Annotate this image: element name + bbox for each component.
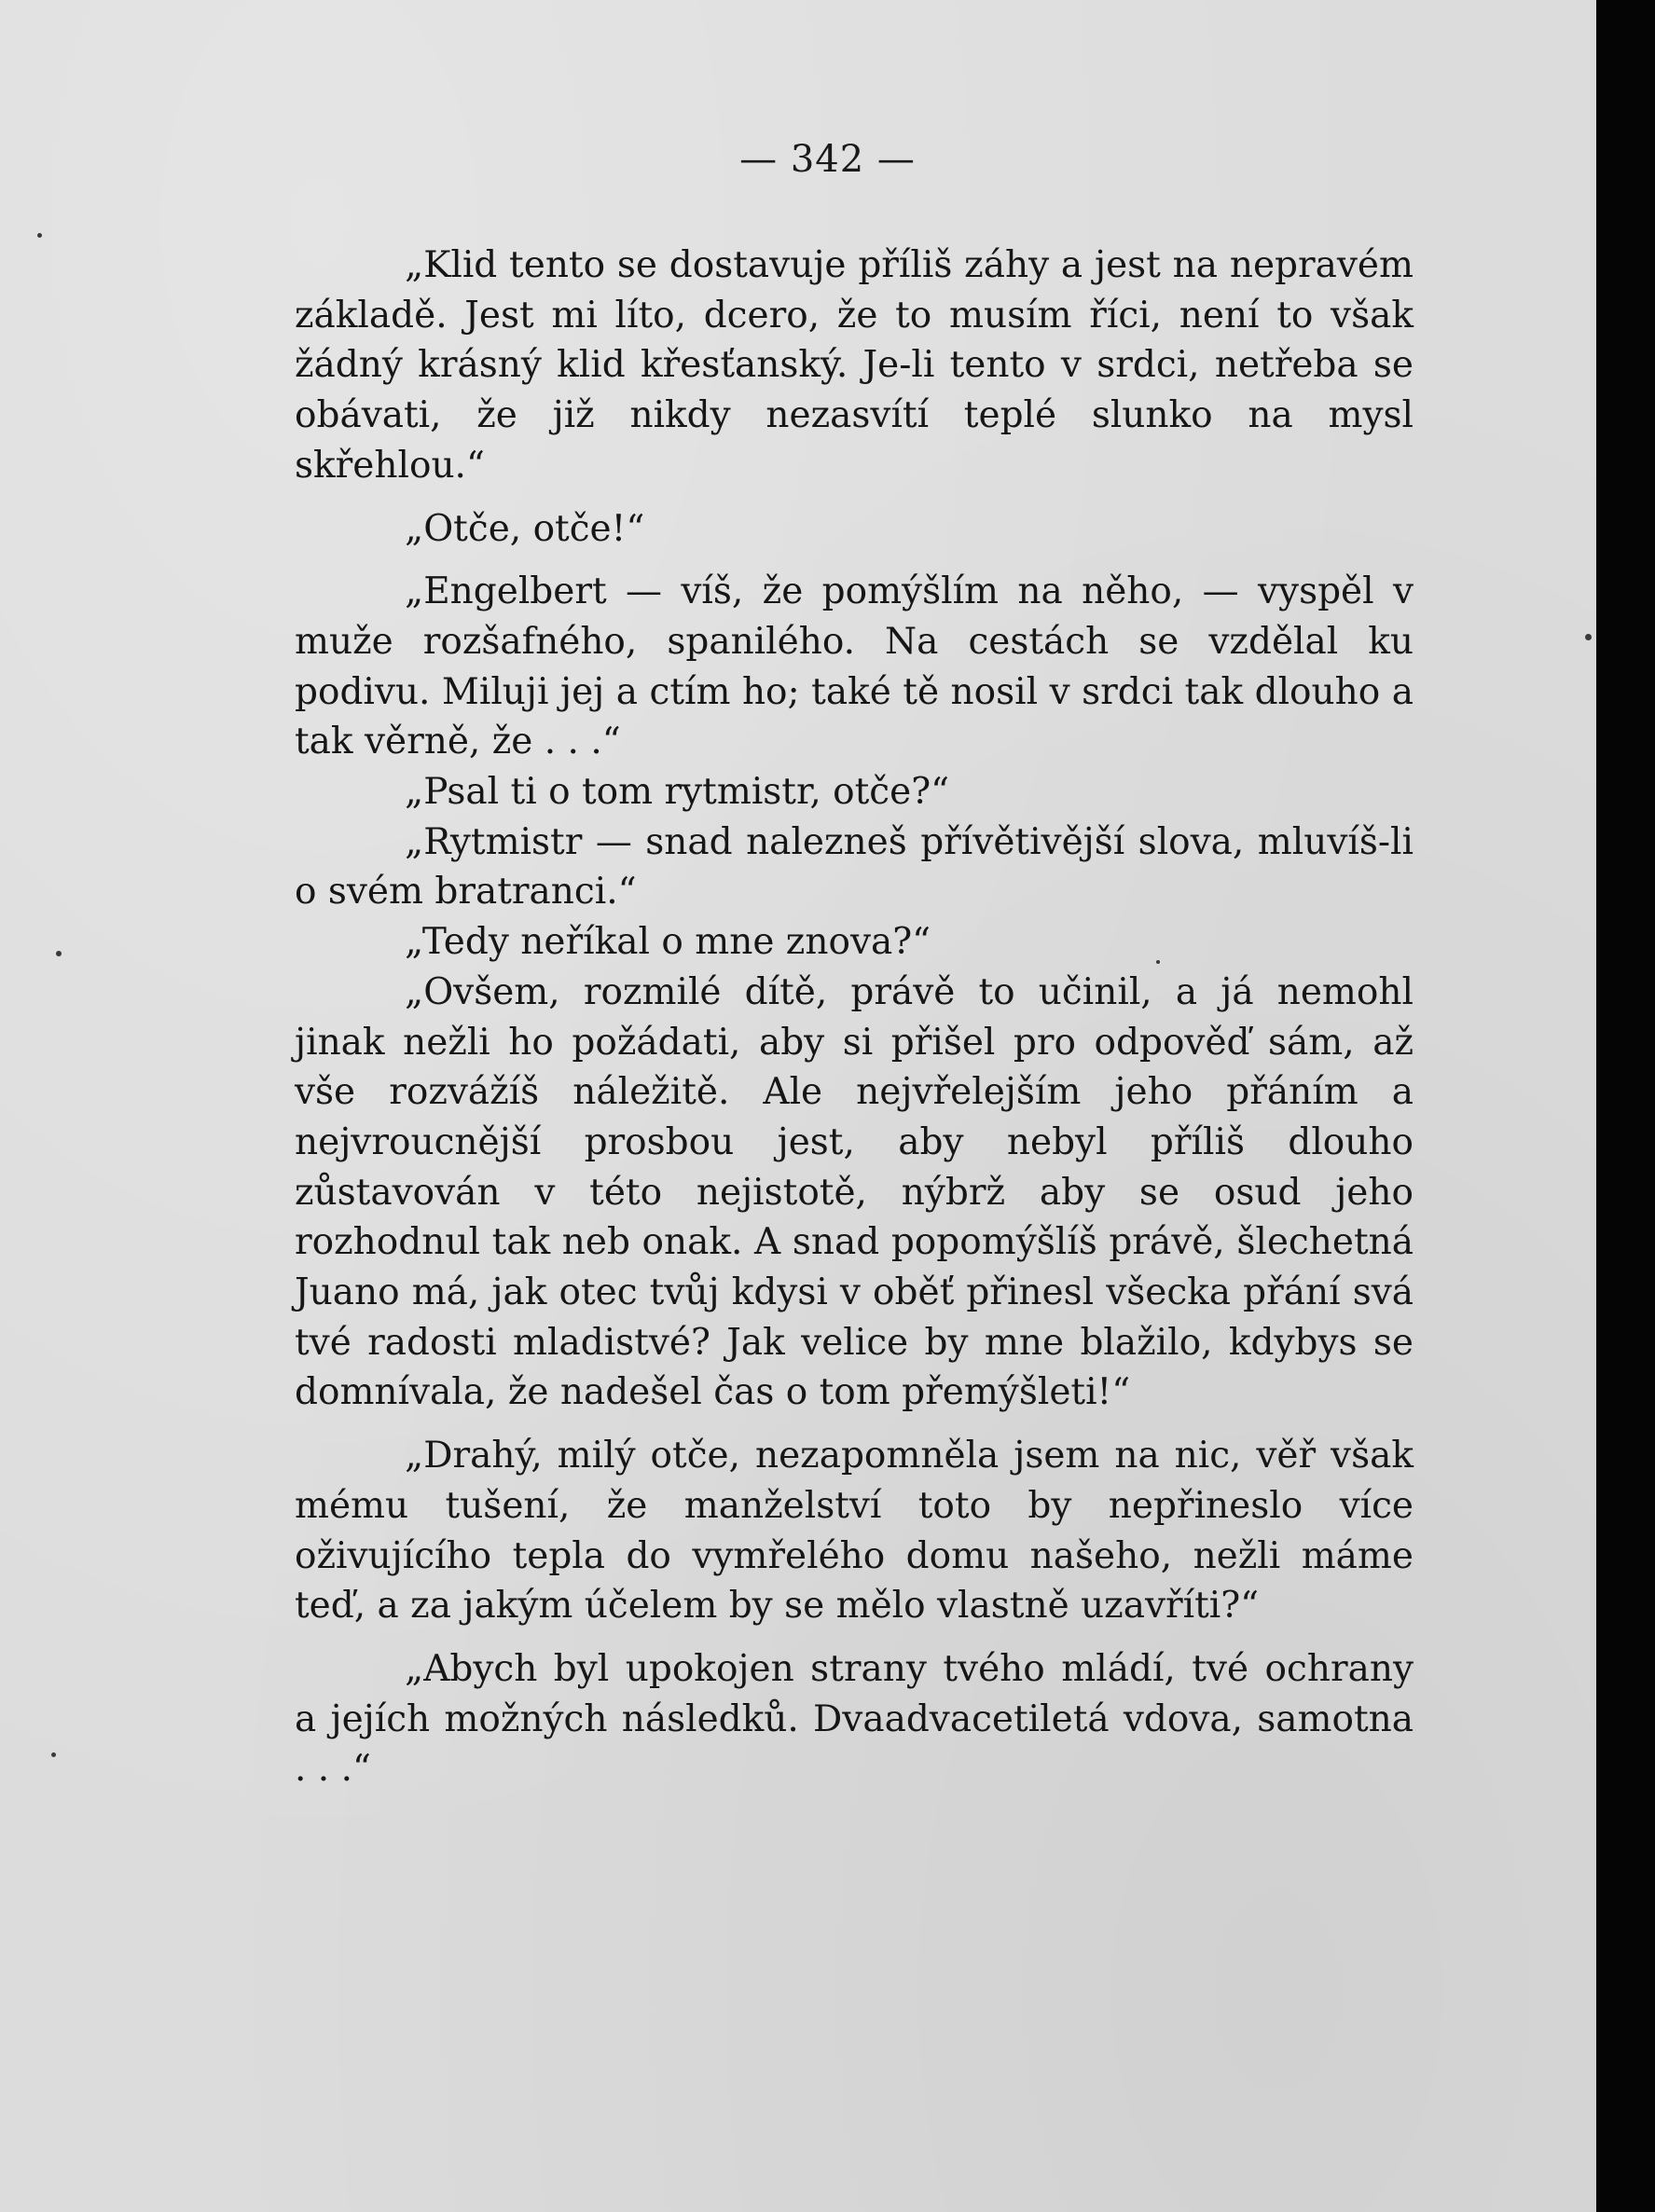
paragraph: „Otče, otče!“ <box>405 507 645 550</box>
paragraph: „Psal ti o tom rytmistr, otče?“ <box>405 771 950 814</box>
body-text <box>295 240 1414 1794</box>
scan-dark-border <box>1596 0 1655 2212</box>
scan-speckle <box>56 951 62 956</box>
paragraph: „Abych byl upokojen strany tvého mládí, tvé ochrany a jejích možných následků. Dvaadvacetiletá vdova, samotna . . .“ <box>295 1647 1414 1791</box>
paragraph: „Rytmistr — snad nalezneš přívětivější slova, mluvíš-li o svém bratranci.“ <box>295 820 1414 914</box>
paragraph: „Engelbert — víš, že pomýšlím na něho, — vyspěl v muže rozšafného, spanilého. Na cestách se vzdělal ku podivu. Miluji jej a ctím ho; také tě nosil v srdci tak dlouho a tak věrně, že . . .“ <box>295 570 1414 763</box>
page-number: — 342 — <box>739 138 916 181</box>
paragraph: „Ovšem, rozmilé dítě, právě to učinil, a já nemohl jinak nežli ho požádati, aby si přišel pro odpověď sám, až vše rozvážíš náležitě. Ale nejvřelejším jeho přáním a nejvroucnější prosbou jest, aby nebyl příliš dlouho zůstavován v této nejistotě, nýbrž aby se osud jeho rozhodnul tak neb onak. A snad popomýšlíš právě, šlechetná Juano má, jak otec tvůj kdysi v oběť přinesl všecka přání svá tvé radosti mladistvé? Jak velice by mne blažilo, kdybys se domnívala, že nadešel čas o tom přemýšleti!“ <box>295 970 1414 1414</box>
paragraph: „Klid tento se dostavuje příliš záhy a jest na nepravém základě. Jest mi líto, dcero, že to musím říci, není to však žádný krásný klid křesťanský. Je-li tento v srdci, netřeba se obávati, že již nikdy nezasvítí teplé slunko na mysl skřehlou.“ <box>295 244 1414 487</box>
paragraph: „Drahý, milý otče, nezapomněla jsem na nic, věř však mému tušení, že manželství toto by nepřineslo více oživujícího tepla do vymřelého domu našeho, nežli máme teď, a za jakým účelem by se mělo vlastně uzavříti?“ <box>295 1435 1414 1628</box>
paragraph: „Tedy neříkal o mne znova?“ <box>405 921 931 964</box>
scan-speckle <box>1585 634 1592 640</box>
scan-speckle <box>37 233 42 238</box>
scan-speckle <box>51 1752 56 1757</box>
